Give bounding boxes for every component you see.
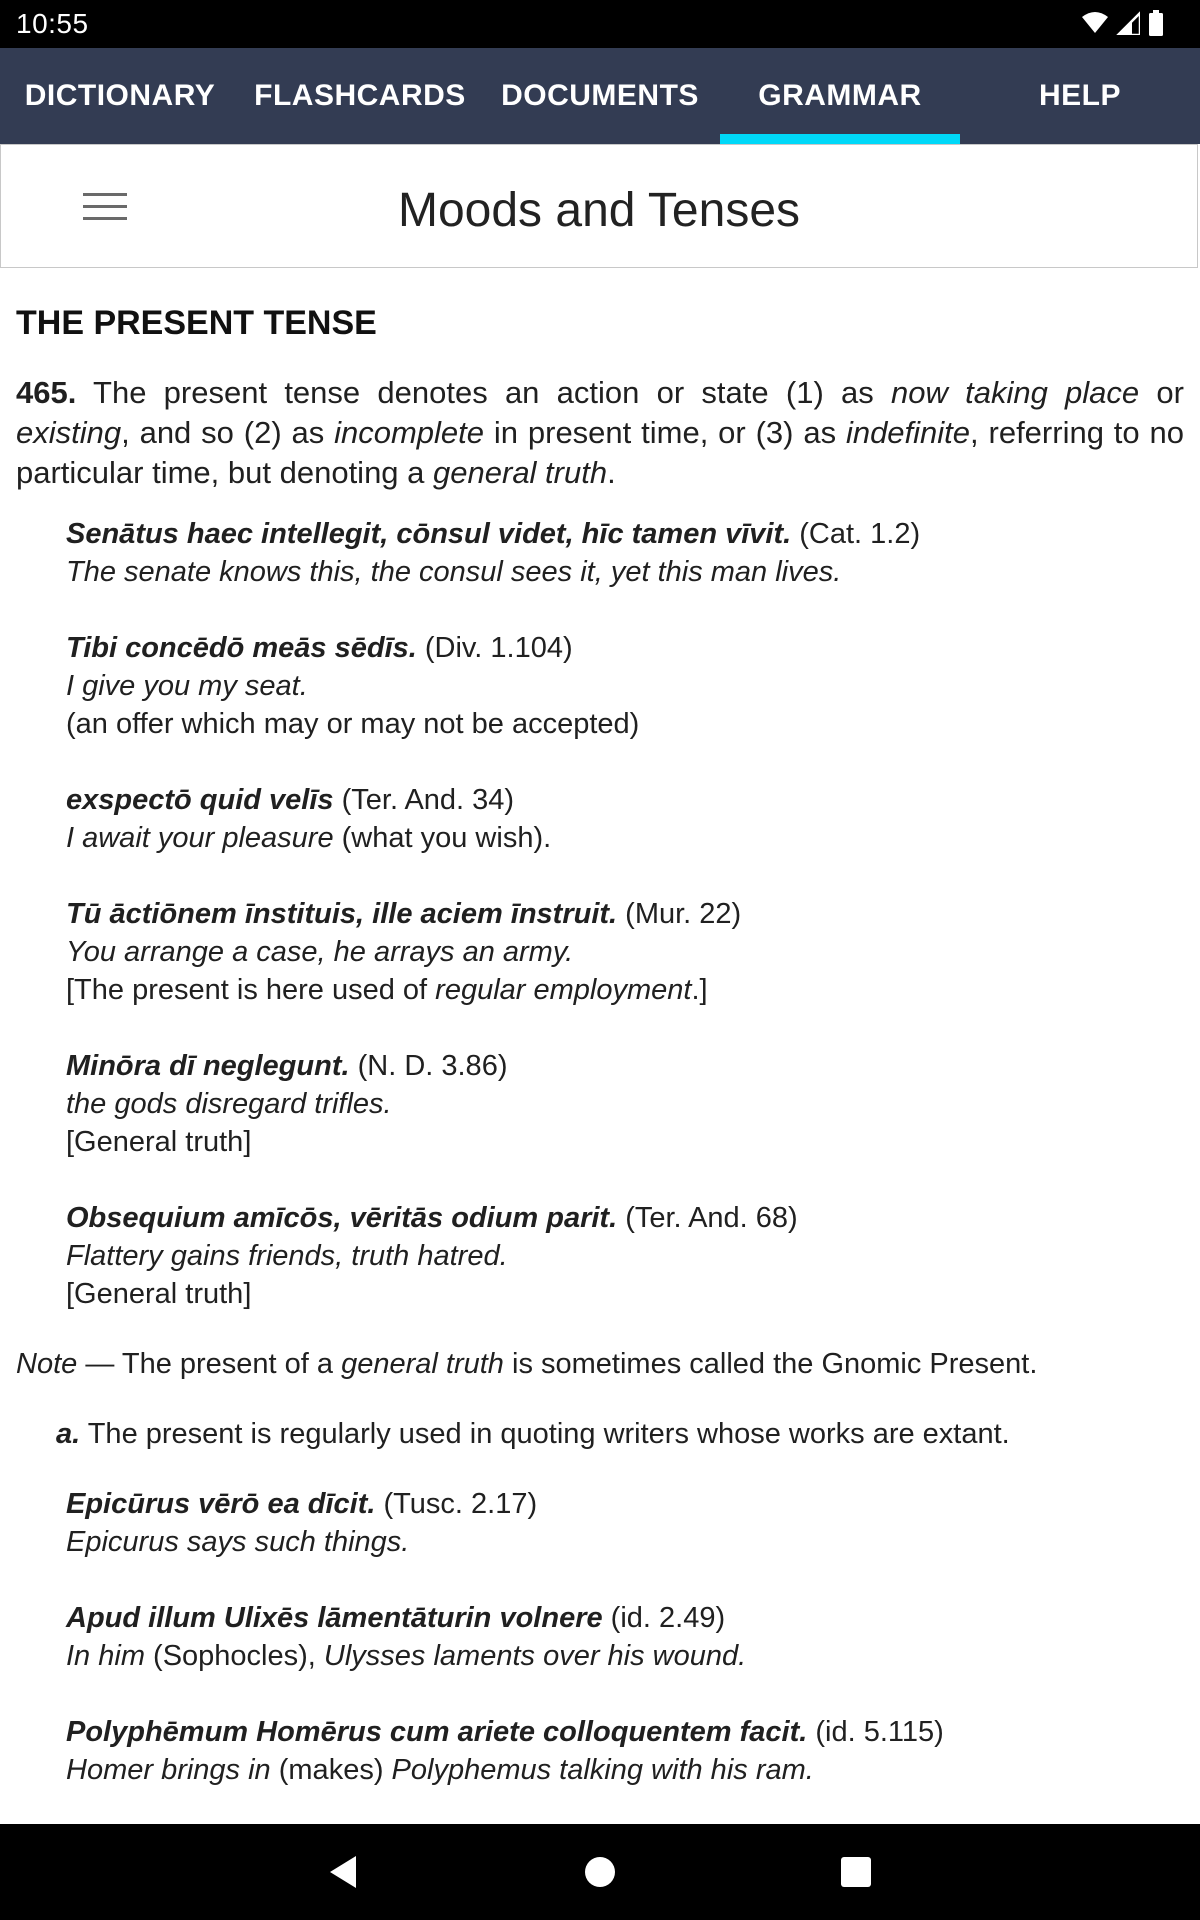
italic-text: The senate knows this, the consul sees it, yet this man lives.: [66, 556, 842, 588]
translation-line: [66, 1237, 1184, 1275]
translation-line: [66, 971, 1184, 1009]
citation-ref: (Ter. And. 34): [333, 784, 515, 816]
text-run: (Sophocles),: [144, 1640, 324, 1672]
example-block: [66, 1047, 1184, 1161]
example-latin-line: [66, 781, 1184, 819]
text-run: in present time, or (3) as: [484, 415, 846, 450]
recents-square-icon[interactable]: [836, 1852, 876, 1892]
translation-line: [66, 1637, 1184, 1675]
example-block: [66, 515, 1184, 591]
italic-text: general truth: [341, 1348, 504, 1380]
latin-quote: Polyphēmum Homērus cum ariete colloquentem facit.: [66, 1716, 808, 1748]
paragraph-465: [16, 373, 1184, 493]
example-block: [66, 895, 1184, 1009]
citation-ref: (Cat. 1.2): [791, 518, 921, 550]
page-header: [0, 144, 1198, 268]
citation-ref: (Div. 1.104): [416, 632, 573, 664]
italic-text: I await your pleasure: [66, 822, 334, 854]
example-latin-line: [66, 1485, 1184, 1523]
latin-quote: Senātus haec intellegit, cōnsul videt, hīc tamen vīvit.: [66, 518, 792, 550]
example-block: [66, 1199, 1184, 1313]
sub-text: The present is regularly used in quoting writers whose works are extant.: [80, 1418, 1010, 1450]
translation-line: [66, 705, 1184, 743]
home-circle-icon[interactable]: [580, 1852, 620, 1892]
note-paragraph: [16, 1345, 1184, 1383]
italic-text: existing: [16, 415, 122, 450]
sub-letter: a.: [56, 1418, 81, 1450]
status-time: 10:55: [16, 8, 89, 39]
section-heading: THE PRESENT TENSE: [16, 304, 377, 342]
text-run: (an offer which may or may not be accepted): [66, 708, 640, 740]
latin-quote: Tibi concēdō meās sēdīs.: [66, 632, 417, 664]
text-run: The present tense denotes an action or state (1) as: [76, 375, 891, 410]
status-icons: [1082, 10, 1164, 36]
text-run: [The present is here used of: [66, 974, 436, 1006]
examples-group-2: [16, 1485, 1184, 1789]
italic-text: In him: [66, 1640, 145, 1672]
text-run: , referring to no particular time, but denoting a: [16, 415, 1184, 490]
latin-quote: Obsequium amīcōs, vēritās odium parit.: [66, 1202, 618, 1234]
translation-line: [66, 1751, 1184, 1789]
latin-quote: Tū āctiōnem īnstituis, ille aciem īnstruit.: [66, 898, 618, 930]
citation-ref: (Tusc. 2.17): [375, 1488, 538, 1520]
italic-text: general truth: [433, 455, 608, 490]
text-run: .: [607, 455, 616, 490]
translation-line: [66, 667, 1184, 705]
italic-text: indefinite: [845, 415, 971, 450]
example-latin-line: [66, 1713, 1184, 1751]
example-latin-line: [66, 1047, 1184, 1085]
translation-line: [66, 1523, 1184, 1561]
text-run: .]: [691, 974, 708, 1006]
tab-help[interactable]: HELP: [1038, 79, 1121, 112]
example-latin-line: [66, 515, 1184, 553]
wifi-icon: [1082, 11, 1108, 35]
example-latin-line: [66, 1599, 1184, 1637]
translation-line: [66, 1275, 1184, 1313]
back-triangle-icon[interactable]: [326, 1852, 366, 1892]
top-tab-bar: [0, 48, 1200, 144]
tab-grammar[interactable]: GRAMMAR: [720, 48, 960, 144]
text-run: is sometimes called the Gnomic Present.: [503, 1348, 1038, 1380]
text-run: or: [1139, 375, 1184, 410]
text-run: (makes): [270, 1754, 392, 1786]
italic-text: regular employment: [435, 974, 692, 1006]
text-run: [General truth]: [66, 1278, 252, 1310]
translation-line: [66, 933, 1184, 971]
citation-ref: (N. D. 3.86): [349, 1050, 508, 1082]
grammar-content[interactable]: [0, 268, 1200, 1824]
battery-icon: [1148, 10, 1164, 36]
sub-paragraph-a: [56, 1415, 1184, 1453]
italic-text: incomplete: [334, 415, 485, 450]
example-latin-line: [66, 629, 1184, 667]
translation-line: [66, 553, 1184, 591]
paragraph-number: 465.: [16, 375, 77, 410]
example-block: [66, 1599, 1184, 1675]
example-latin-line: [66, 895, 1184, 933]
citation-ref: (Ter. And. 68): [617, 1202, 798, 1234]
italic-text: Polyphemus talking with his ram.: [391, 1754, 814, 1786]
italic-text: now taking place: [890, 375, 1140, 410]
cellular-signal-icon: [1116, 11, 1140, 35]
example-block: [66, 629, 1184, 743]
italic-text: Homer brings in: [66, 1754, 271, 1786]
examples-group-1: [16, 515, 1184, 1313]
italic-text: Note: [16, 1348, 78, 1380]
latin-quote: exspectō quid velīs: [66, 784, 334, 816]
citation-ref: (id. 5.115): [807, 1716, 944, 1748]
page-title: Moods and Tenses: [397, 184, 801, 237]
tab-documents[interactable]: DOCUMENTS: [501, 79, 699, 112]
latin-quote: Minōra dī neglegunt.: [66, 1050, 350, 1082]
translation-line: [66, 1085, 1184, 1123]
italic-text: the gods disregard trifles.: [66, 1088, 392, 1120]
latin-quote: Apud illum Ulixēs lāmentāturin volnere: [66, 1602, 603, 1634]
text-run: [General truth]: [66, 1126, 252, 1158]
citation-ref: (id. 2.49): [602, 1602, 726, 1634]
example-latin-line: [66, 1199, 1184, 1237]
italic-text: Epicurus says such things.: [66, 1526, 410, 1558]
citation-ref: (Mur. 22): [617, 898, 742, 930]
example-block: [66, 1485, 1184, 1561]
text-run: , and so (2) as: [121, 415, 335, 450]
tab-flashcards[interactable]: FLASHCARDS: [254, 79, 466, 112]
translation-line: [66, 819, 1184, 857]
translation-line: [66, 1123, 1184, 1161]
text-run: — The present of a: [77, 1348, 342, 1380]
italic-text: Flattery gains friends, truth hatred.: [66, 1240, 508, 1272]
text-run: (what you wish).: [333, 822, 552, 854]
italic-text: You arrange a case, he arrays an army.: [66, 936, 574, 968]
latin-quote: Epicūrus vērō ea dīcit.: [66, 1488, 376, 1520]
example-block: [66, 781, 1184, 857]
system-nav-bar: [0, 1824, 1200, 1920]
example-block: [66, 1713, 1184, 1789]
italic-text: Ulysses laments over his wound.: [323, 1640, 747, 1672]
tab-dictionary[interactable]: DICTIONARY: [24, 79, 216, 112]
status-bar: [0, 0, 1200, 48]
italic-text: I give you my seat.: [66, 670, 308, 702]
